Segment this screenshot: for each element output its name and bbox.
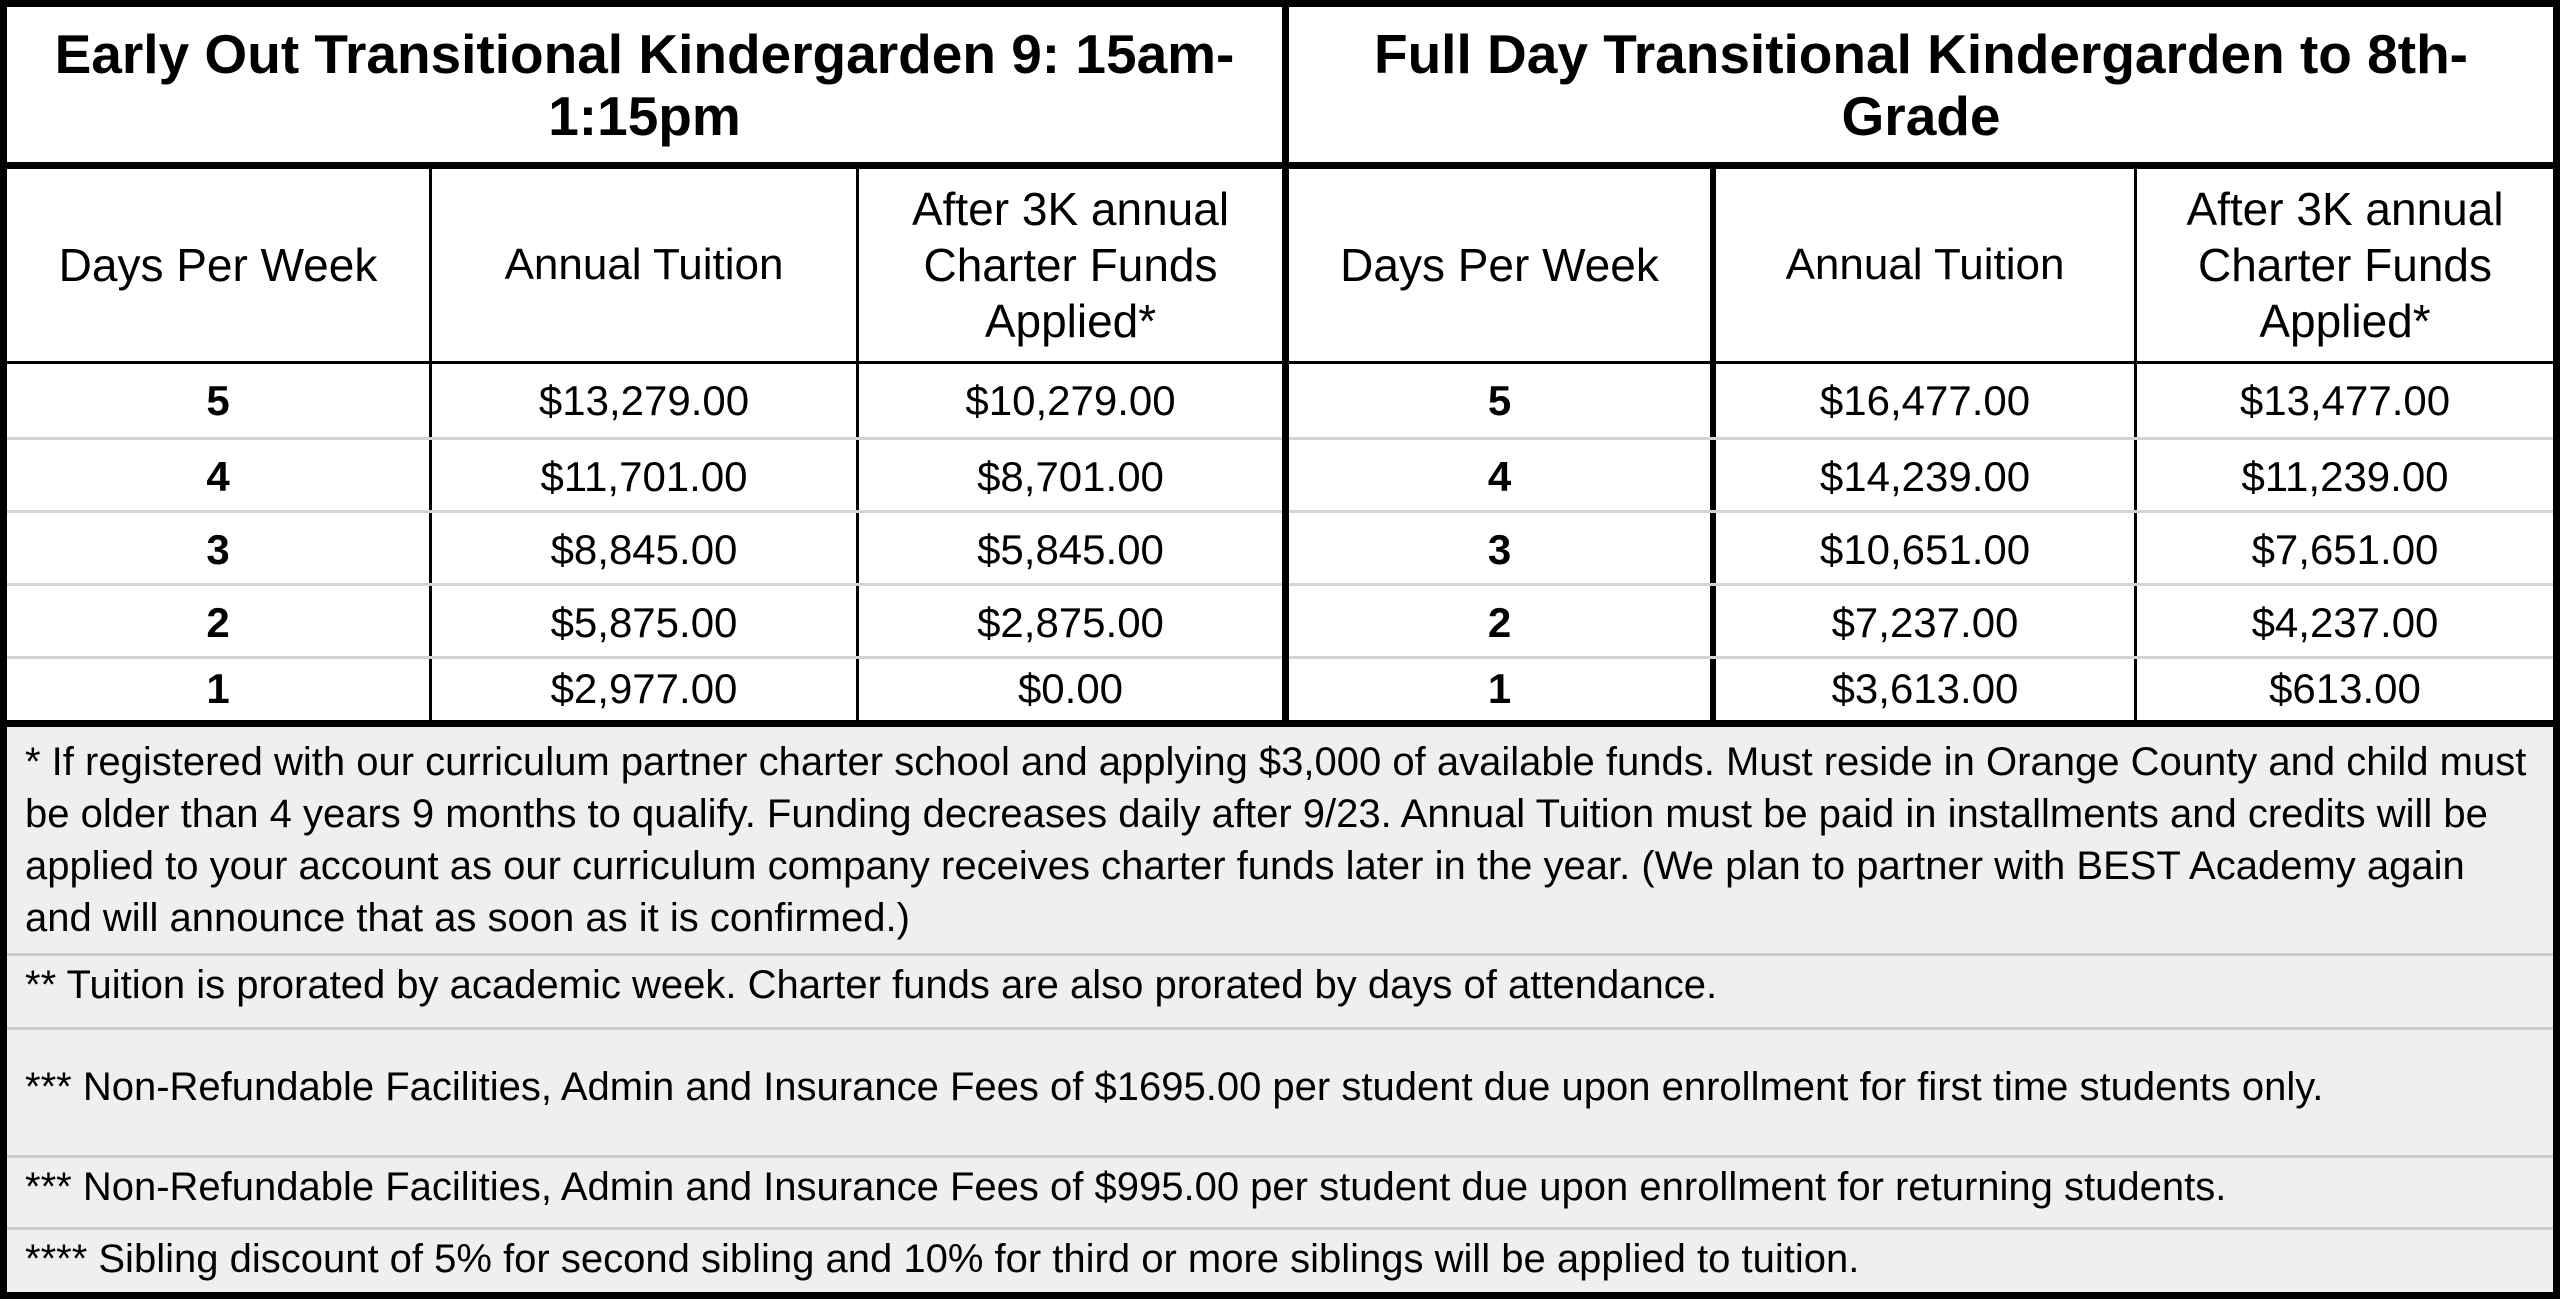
after-funds-cell: $613.00 bbox=[2269, 664, 2421, 712]
footnote-returning-fees: *** Non-Refundable Facilities, Admin and Insurance Fees of $995.00 per student due upon enrollment for returning students. bbox=[25, 1165, 2227, 1209]
after-funds-cell: $0.00 bbox=[1017, 664, 1124, 712]
early-out-table bbox=[7, 7, 1282, 720]
after-funds-cell: $8,701.00 bbox=[977, 452, 1164, 500]
tuition-cell: $14,239.00 bbox=[1819, 452, 2031, 500]
footnote-charter-funds: * If registered with our curriculum partner charter school and applying $3,000 of available funds. Must reside in Orange County and child must be older than 4 years 9 months to qualify. Funding decreases daily after 9/23. Annual Tuition must be paid in installments and credits will be applied to your account as our curriculum company receives charter funds later in the year. (We plan to partner with BEST Academy again and will announce that as soon as it is confirmed.) bbox=[25, 740, 2527, 940]
tuition-cell: $13,279.00 bbox=[538, 376, 750, 424]
footnote-sibling-discount: **** Sibling discount of 5% for second sibling and 10% for third or more siblings will be applied to tuition. bbox=[25, 1237, 1860, 1281]
title-divider bbox=[1289, 162, 2553, 169]
header-annual-tuition: Annual Tuition bbox=[504, 240, 784, 289]
full-day-table bbox=[1289, 7, 2553, 720]
after-funds-cell: $13,477.00 bbox=[2239, 376, 2451, 424]
full-day-title: Full Day Transitional Kindergarden to 8th-Grade bbox=[1373, 22, 2468, 147]
days-cell: 3 bbox=[1487, 525, 1512, 573]
tuition-grid bbox=[7, 7, 2553, 720]
days-cell: 3 bbox=[206, 525, 230, 573]
early-out-title: Early Out Transitional Kindergarden 9: 15am-1:15pm bbox=[54, 22, 1235, 147]
days-cell: 5 bbox=[206, 376, 230, 424]
tuition-cell: $16,477.00 bbox=[1819, 376, 2031, 424]
footnotes bbox=[7, 727, 2553, 1292]
after-funds-cell: $5,845.00 bbox=[977, 525, 1164, 573]
footnote-divider bbox=[7, 1227, 2553, 1230]
footnote-prorated: ** Tuition is prorated by academic week. Charter funds are also prorated by days of attendance. bbox=[25, 963, 1718, 1007]
header-annual-tuition: Annual Tuition bbox=[1785, 240, 2065, 289]
after-funds-cell: $10,279.00 bbox=[965, 376, 1176, 424]
footnote-divider bbox=[7, 953, 2553, 956]
days-cell: 5 bbox=[1487, 376, 1512, 424]
after-funds-cell: $4,237.00 bbox=[2251, 598, 2439, 646]
days-cell: 1 bbox=[1487, 664, 1512, 712]
after-funds-cell: $11,239.00 bbox=[2241, 452, 2449, 500]
header-after-charter-funds: After 3K annual Charter Funds Applied* bbox=[911, 183, 1230, 347]
days-cell: 1 bbox=[206, 664, 230, 712]
footnote-divider bbox=[7, 1027, 2553, 1030]
tuition-cell: $2,977.00 bbox=[550, 664, 738, 712]
tuition-cell: $5,875.00 bbox=[550, 598, 738, 646]
tuition-cell: $10,651.00 bbox=[1819, 525, 2031, 573]
table-divider bbox=[1282, 7, 1289, 720]
after-funds-cell: $2,875.00 bbox=[977, 598, 1164, 646]
table-bottom-border bbox=[7, 720, 2553, 727]
tuition-cell: $7,237.00 bbox=[1831, 598, 2019, 646]
title-divider bbox=[7, 162, 1282, 169]
days-cell: 2 bbox=[206, 598, 230, 646]
footnote-first-time-fees: *** Non-Refundable Facilities, Admin and Insurance Fees of $1695.00 per student due upon enrollment for first time students only. bbox=[25, 1065, 2324, 1109]
days-cell: 2 bbox=[1487, 598, 1512, 646]
days-cell: 4 bbox=[1487, 452, 1512, 500]
header-days-per-week: Days Per Week bbox=[58, 239, 378, 291]
tuition-cell: $3,613.00 bbox=[1831, 664, 2019, 712]
header-after-charter-funds: After 3K annual Charter Funds Applied* bbox=[2186, 183, 2504, 347]
header-days-per-week: Days Per Week bbox=[1340, 239, 1659, 291]
footnote-divider bbox=[7, 1155, 2553, 1158]
after-funds-cell: $7,651.00 bbox=[2251, 525, 2439, 573]
tuition-cell: $8,845.00 bbox=[550, 525, 738, 573]
tuition-cell: $11,701.00 bbox=[540, 452, 748, 500]
days-cell: 4 bbox=[206, 452, 230, 500]
